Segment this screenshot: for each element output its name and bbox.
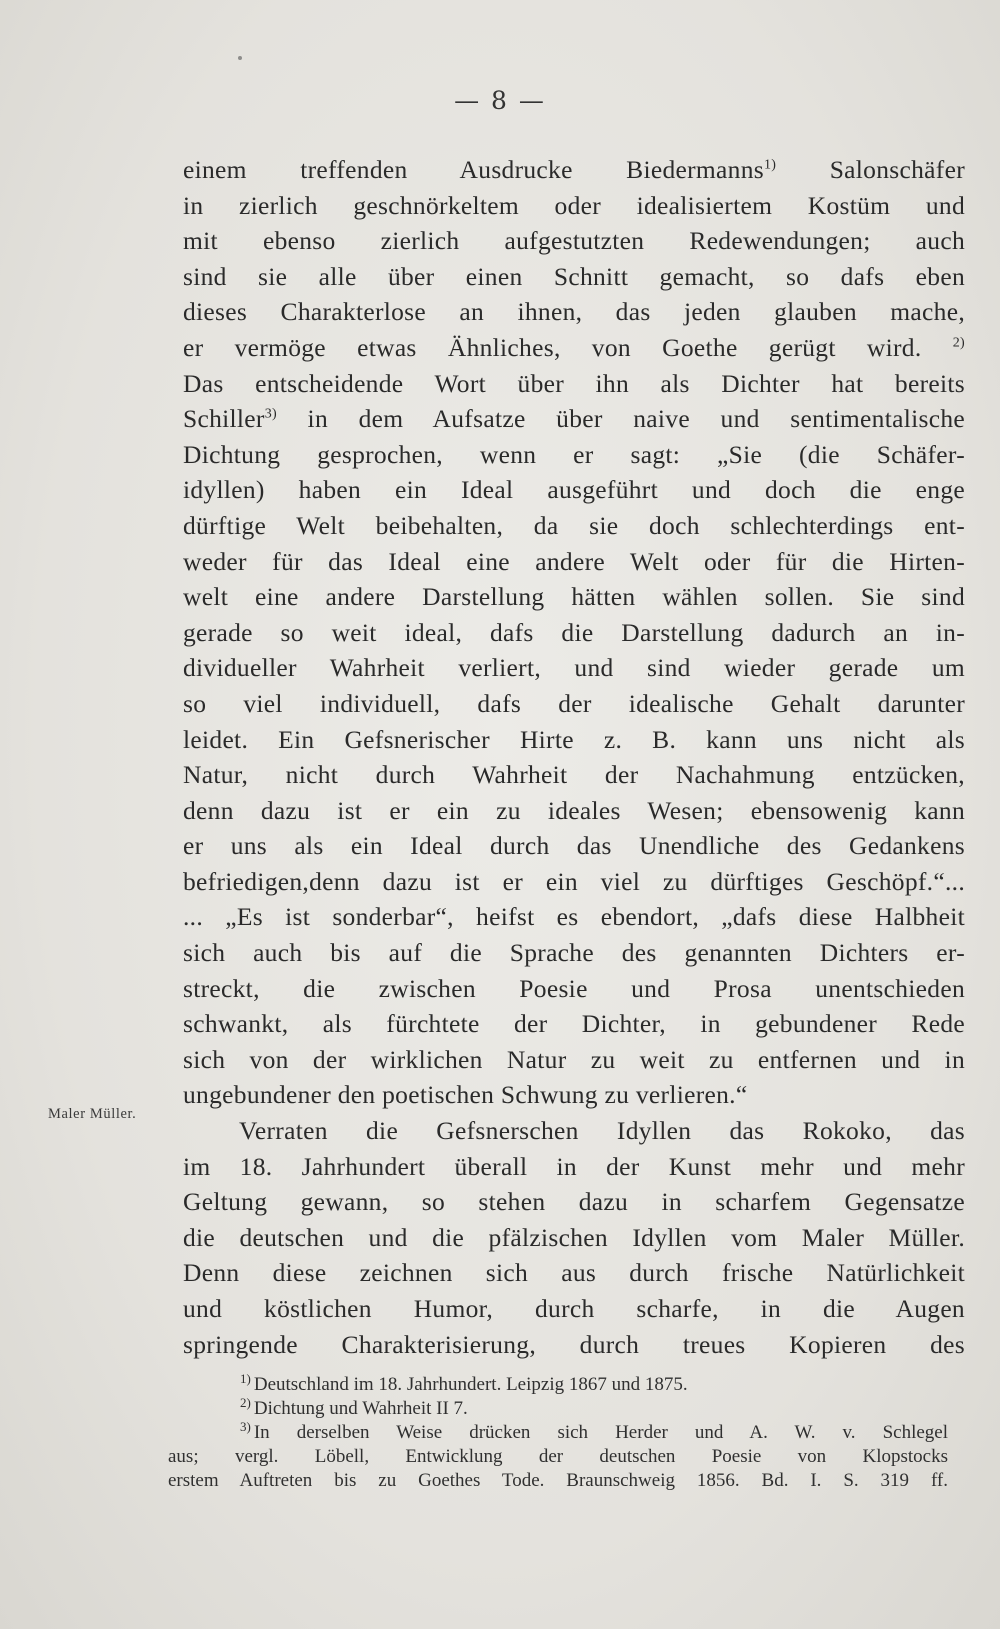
text-line-11: dürftige Welt beibehalten, da sie doch schlechterdings ent- — [183, 510, 965, 540]
text-line-1: einem treffenden Ausdrucke Biedermanns$^{1)}$ Salonschäfer — [183, 155, 965, 184]
footnote-3-line-1: $^{3)}$ In derselben Weise drücken sich Herder und A. W. v. Schlegel — [240, 1418, 948, 1443]
text-line-9: Dichtung gesprochen, wenn er sagt: „Sie (die Schäfer- — [183, 439, 965, 469]
text-line-16: so viel individuell, dafs der idealische Gehalt darunter — [183, 688, 965, 718]
text-line-12: weder für das Ideal eine andere Welt oder für die Hirten- — [183, 546, 965, 576]
text-line-24: streckt, die zwischen Poesie und Prosa unentschieden — [183, 973, 965, 1003]
footnote-1-marker: 1) — [240, 1370, 251, 1386]
text-line-20: er uns als ein Ideal durch das Unendliche des Gedankens — [183, 831, 965, 861]
text-line-33: und köstlichen Humor, durch scharfe, in die Augen — [183, 1294, 965, 1323]
text-line-10: idyllen) haben ein Ideal ausgeführt und doch die enge — [183, 475, 965, 505]
text-line-19: denn dazu ist er ein zu ideales Wesen; ebensowenig kann — [183, 795, 965, 825]
text-line-27: ungebundener den poetischen Schwung zu verlieren.“ — [183, 1080, 748, 1110]
footnote-1: $^{1)}$ Deutschland im 18. Jahrhundert. Leipzig 1867 und 1875. — [240, 1370, 688, 1395]
body-text — [183, 152, 965, 1362]
text-line-4: sind sie alle über einen Schnitt gemacht, so dafs eben — [183, 261, 965, 291]
text-line-31: die deutschen und die pfälzischen Idyllen vom Maler Müller. — [183, 1222, 965, 1252]
text-line-32: Denn diese zeichnen sich aus durch frische Natürlichkeit — [183, 1258, 965, 1288]
scan-speck — [238, 56, 242, 60]
text-line-15: dividueller Wahrheit verliert, und sind wieder gerade um — [183, 653, 965, 683]
footnote-3-line-2: aus; vergl. Löbell, Entwicklung der deutschen Poesie von Klopstocks — [168, 1446, 948, 1467]
text-line-8: Schiller$^{3)}$ in dem Aufsatze über naive und sentimentalische — [183, 404, 965, 434]
text-line-6: er vermöge etwas Ähnliches, von Goethe gerügt wird. $^{2)}$ — [183, 332, 965, 362]
footnote-ref-2: 2) — [952, 335, 965, 351]
text-line-23: sich auch bis auf die Sprache des genannten Dichters er- — [183, 938, 965, 968]
text-line-21: befriedigen,denn dazu ist er ein viel zu dürftiges Geschöpf.“... — [183, 866, 965, 896]
text-line-5: dieses Charakterlose an ihnen, das jeden glauben mache, — [183, 297, 965, 327]
text-line-26: sich von der wirklichen Natur zu weit zu entfernen und in — [183, 1044, 965, 1074]
text-line-30: Geltung gewann, so stehen dazu in scharfem Gegensatze — [183, 1187, 965, 1217]
text-line-17: leidet. Ein Gefsnerischer Hirte z. B. kann uns nicht als — [183, 724, 965, 754]
text-line-14: gerade so weit ideal, dafs die Darstellung dadurch an in- — [183, 617, 965, 647]
text-line-25: schwankt, als fürchtete der Dichter, in gebundener Rede — [183, 1009, 965, 1039]
text-line-3: mit ebenso zierlich aufgestutzten Redewendungen; auch — [183, 226, 965, 256]
text-line-18: Natur, nicht durch Wahrheit der Nachahmung entzücken, — [183, 760, 965, 790]
text-line-13: welt eine andere Darstellung hätten wählen sollen. Sie sind — [183, 582, 965, 612]
text-line-29: im 18. Jahrhundert überall in der Kunst mehr und mehr — [183, 1151, 965, 1181]
margin-note: Maler Müller. — [48, 1106, 137, 1122]
footnote-3-line-3: erstem Auftreten bis zu Goethes Tode. Braunschweig 1856. Bd. I. S. 319 ff. — [168, 1470, 948, 1491]
text-line-34: springende Charakterisierung, durch treues Kopieren des — [183, 1329, 965, 1359]
footnote-2-marker: 2) — [240, 1394, 251, 1410]
footnote-3-marker: 3) — [240, 1418, 251, 1434]
page-number: — 8 — — [454, 86, 546, 115]
footnotes — [168, 1370, 948, 1493]
footnote-ref-3: 3) — [264, 406, 277, 422]
footnote-ref-1: 1) — [764, 157, 777, 173]
text-line-7: Das entscheidende Wort über ihn als Dichter hat bereits — [183, 368, 965, 398]
text-line-2: in zierlich geschnörkeltem oder idealisiertem Kostüm und — [183, 190, 965, 220]
text-line-28: Verraten die Gefsnerschen Idyllen das Rokoko, das — [239, 1116, 965, 1146]
text-line-22: ... „Es ist sonderbar“, heifst es ebendort, „dafs diese Halbheit — [183, 902, 965, 932]
footnote-2: $^{2)}$ Dichtung und Wahrheit II 7. — [240, 1394, 468, 1419]
